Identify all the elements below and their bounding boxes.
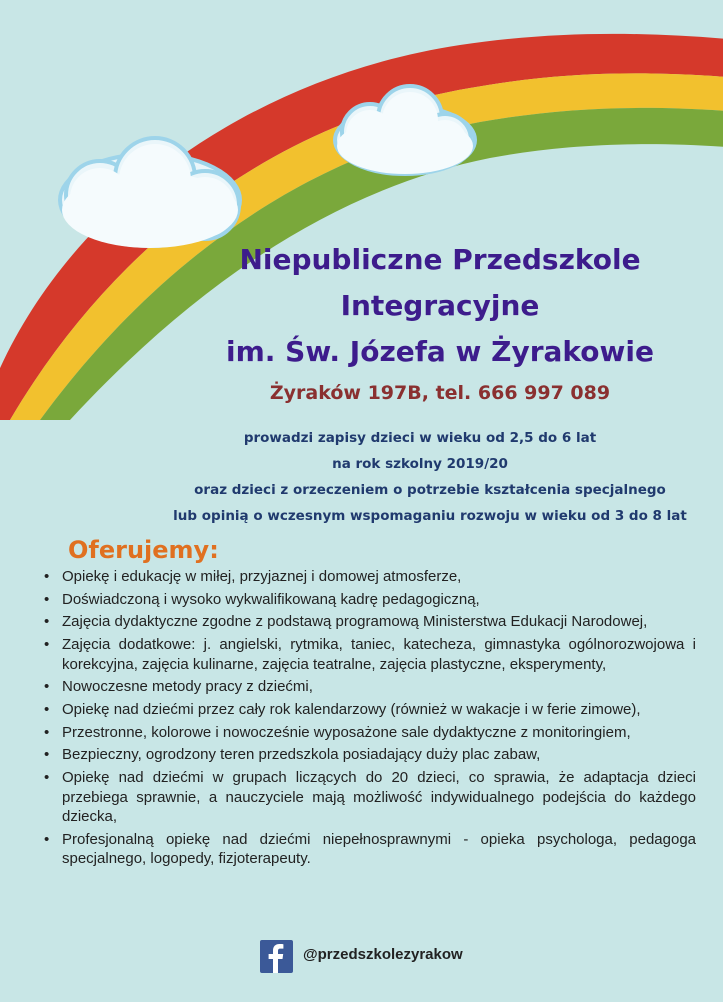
list-item	[40, 745, 696, 765]
offer-heading: Oferujemy:	[68, 536, 219, 564]
list-item	[40, 590, 696, 610]
intro-line-2: na rok szkolny 2019/20	[332, 456, 508, 472]
list-item-text: Przestronne, kolorowe i nowocześnie wyposażone sale dydaktyczne z monitoringiem,	[62, 723, 631, 741]
list-item-text: Doświadczoną i wysoko wykwalifikowaną kadrę pedagogiczną,	[62, 590, 480, 608]
list-item-text: Opiekę nad dziećmi w grupach liczących do 20 dzieci, co sprawia, że adaptacja dzieci przebiega sprawnie, a nauczyciele mają możliwość indywidualnego podejścia do każdego dziecka,	[62, 769, 696, 825]
list-item-text: Nowoczesne metody pracy z dziećmi,	[62, 678, 313, 696]
list-item	[40, 612, 696, 632]
list-item	[40, 768, 696, 827]
offer-list	[40, 567, 696, 872]
title-line-2: Integracyjne	[340, 289, 540, 322]
list-item-text: Opiekę nad dziećmi przez cały rok kalendarzowy (również w wakacje i w ferie zimowe),	[62, 700, 641, 718]
list-item	[40, 700, 696, 720]
list-item	[40, 635, 696, 674]
facebook-handle[interactable]: @przedszkolezyrakow	[303, 946, 463, 963]
list-item-text: Profesjonalną opiekę nad dziećmi niepełnosprawnymi - opieka psychologa, pedagoga specjalnego, logopedy, fizjoterapeuty.	[62, 830, 696, 868]
list-item-text: Zajęcia dodatkowe: j. angielski, rytmika, taniec, katecheza, gimnastyka ogólnorozwojowa i korekcyjna, zajęcia kulinarne, zajęcia teatralne, zajęcia plastyczne, eksperymenty,	[62, 636, 696, 673]
intro-line-3: oraz dzieci z orzeczeniem o potrzebie kształcenia specjalnego	[194, 482, 666, 498]
title-line-3: im. Św. Józefa w Żyrakowie	[226, 335, 654, 368]
list-item-text: Zajęcia dydaktyczne zgodne z podstawą programową Ministerstwa Edukacji Narodowej,	[62, 613, 648, 631]
address-phone: Żyraków 197B, tel. 666 997 089	[269, 382, 611, 404]
title-line-1: Niepubliczne Przedszkole	[239, 243, 641, 276]
intro-line-4: lub opinią o wczesnym wspomaganiu rozwoju w wieku od 3 do 8 lat	[173, 508, 687, 524]
list-item	[40, 677, 696, 697]
list-item	[40, 567, 696, 587]
list-item	[40, 830, 696, 869]
facebook-icon[interactable]	[260, 940, 293, 973]
list-item	[40, 723, 696, 743]
intro-line-1: prowadzi zapisy dzieci w wieku od 2,5 do 6 lat	[243, 430, 597, 446]
list-item-text: Opiekę i edukację w miłej, przyjaznej i domowej atmosferze,	[62, 568, 462, 585]
list-item-text: Bezpieczny, ogrodzony teren przedszkola posiadający duży plac zabaw,	[62, 746, 541, 764]
